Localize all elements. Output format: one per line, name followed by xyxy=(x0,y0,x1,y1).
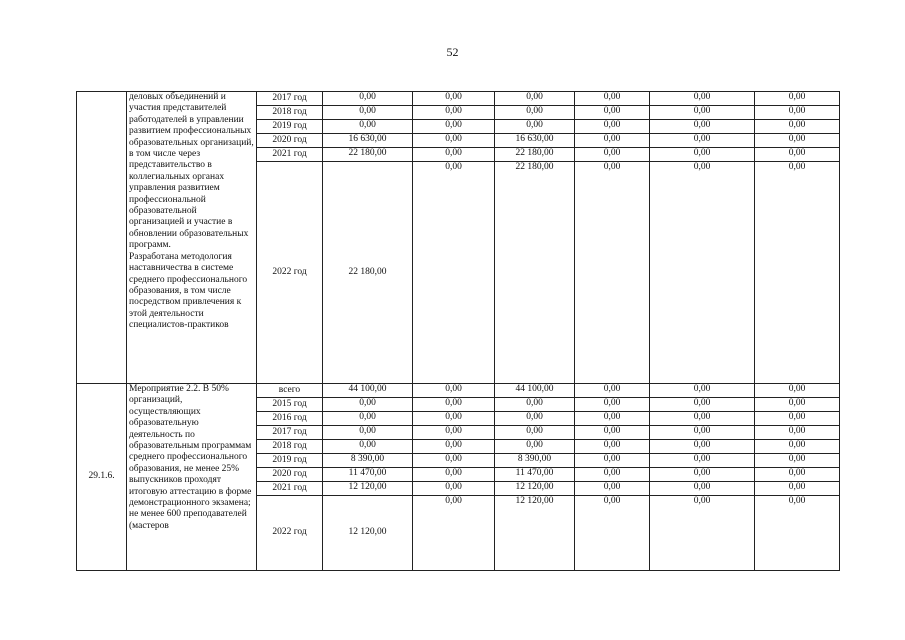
value-cell: 0,00 xyxy=(413,482,495,496)
value-cell: 0,00 xyxy=(575,496,650,571)
value-cell: 0,00 xyxy=(575,454,650,468)
value-cell: 0,00 xyxy=(650,412,755,426)
value-cell: 0,00 xyxy=(755,496,840,571)
value-cell: 0,00 xyxy=(413,384,495,398)
value-cell: 0,00 xyxy=(575,384,650,398)
value-cell: 0,00 xyxy=(413,106,495,120)
value-cell: 22 180,00 xyxy=(495,148,575,162)
value-cell: 0,00 xyxy=(575,148,650,162)
value-cell: 0,00 xyxy=(650,106,755,120)
value-cell: 0,00 xyxy=(495,398,575,412)
value-cell: 0,00 xyxy=(755,454,840,468)
value-cell: 0,00 xyxy=(575,134,650,148)
value-cell: 16 630,00 xyxy=(495,134,575,148)
total-cell: 0,00 xyxy=(323,120,413,134)
value-cell: 12 120,00 xyxy=(495,496,575,571)
year-cell: 2019 год xyxy=(257,454,323,468)
value-cell: 0,00 xyxy=(575,398,650,412)
value-cell: 0,00 xyxy=(413,426,495,440)
description-cell: Мероприятие 2.2. В 50% организаций, осуществляющих образовательную деятельность по образовательным программам среднего профессионального образования, не менее 25% выпускников проходят итоговую аттестацию в форме демонстрационного экзамена; не менее 600 преподавателей (мастеров xyxy=(127,384,257,571)
page-number: 52 xyxy=(446,45,459,59)
value-cell: 0,00 xyxy=(413,148,495,162)
value-cell: 0,00 xyxy=(755,440,840,454)
value-cell: 0,00 xyxy=(413,120,495,134)
value-cell: 0,00 xyxy=(755,384,840,398)
total-cell: 0,00 xyxy=(323,92,413,106)
value-cell: 0,00 xyxy=(495,120,575,134)
value-cell: 12 120,00 xyxy=(495,482,575,496)
value-cell: 0,00 xyxy=(575,440,650,454)
year-cell: 2017 год xyxy=(257,426,323,440)
value-cell: 0,00 xyxy=(650,162,755,384)
value-cell: 0,00 xyxy=(650,496,755,571)
value-cell: 0,00 xyxy=(755,426,840,440)
value-cell: 0,00 xyxy=(755,412,840,426)
year-cell: 2018 год xyxy=(257,106,323,120)
value-cell: 0,00 xyxy=(755,162,840,384)
value-cell: 22 180,00 xyxy=(495,162,575,384)
value-cell: 0,00 xyxy=(575,120,650,134)
value-cell: 0,00 xyxy=(495,440,575,454)
budget-table xyxy=(76,91,840,571)
value-cell: 0,00 xyxy=(575,106,650,120)
value-cell: 8 390,00 xyxy=(495,454,575,468)
value-cell: 0,00 xyxy=(650,384,755,398)
value-cell: 0,00 xyxy=(650,426,755,440)
value-cell: 0,00 xyxy=(650,148,755,162)
value-cell: 0,00 xyxy=(650,398,755,412)
year-cell: 2020 год xyxy=(257,468,323,482)
value-cell: 0,00 xyxy=(495,92,575,106)
year-cell: всего xyxy=(257,384,323,398)
value-cell: 0,00 xyxy=(650,92,755,106)
value-cell: 0,00 xyxy=(650,454,755,468)
value-cell: 0,00 xyxy=(650,482,755,496)
value-cell: 0,00 xyxy=(495,106,575,120)
year-cell: 2017 год xyxy=(257,92,323,106)
value-cell: 0,00 xyxy=(413,162,495,384)
value-cell: 0,00 xyxy=(413,92,495,106)
total-cell: 44 100,00 xyxy=(323,384,413,398)
total-cell: 12 120,00 xyxy=(323,496,413,571)
value-cell: 44 100,00 xyxy=(495,384,575,398)
value-cell: 0,00 xyxy=(755,468,840,482)
year-cell: 2022 год xyxy=(257,162,323,384)
total-cell: 0,00 xyxy=(323,440,413,454)
year-cell: 2018 год xyxy=(257,440,323,454)
year-cell: 2020 год xyxy=(257,134,323,148)
value-cell: 0,00 xyxy=(575,468,650,482)
item-number-cell: 29.1.6. xyxy=(77,384,127,571)
value-cell: 0,00 xyxy=(413,134,495,148)
value-cell: 0,00 xyxy=(413,496,495,571)
value-cell: 0,00 xyxy=(755,92,840,106)
total-cell: 22 180,00 xyxy=(323,162,413,384)
value-cell: 0,00 xyxy=(755,398,840,412)
total-cell: 0,00 xyxy=(323,412,413,426)
total-cell: 12 120,00 xyxy=(323,482,413,496)
value-cell: 0,00 xyxy=(650,134,755,148)
total-cell: 16 630,00 xyxy=(323,134,413,148)
value-cell: 0,00 xyxy=(755,482,840,496)
value-cell: 0,00 xyxy=(495,412,575,426)
total-cell: 11 470,00 xyxy=(323,468,413,482)
value-cell: 0,00 xyxy=(650,468,755,482)
value-cell: 0,00 xyxy=(413,454,495,468)
value-cell: 0,00 xyxy=(495,426,575,440)
item-number-cell xyxy=(77,92,127,384)
value-cell: 0,00 xyxy=(413,412,495,426)
total-cell: 22 180,00 xyxy=(323,148,413,162)
year-cell: 2016 год xyxy=(257,412,323,426)
value-cell: 0,00 xyxy=(755,148,840,162)
total-cell: 0,00 xyxy=(323,426,413,440)
value-cell: 0,00 xyxy=(575,92,650,106)
table-row xyxy=(77,92,840,106)
year-cell: 2021 год xyxy=(257,148,323,162)
total-cell: 0,00 xyxy=(323,398,413,412)
description-cell: деловых объединений и участия представителей работодателей в управлении развитием профессиональных образовательных организаций, в том числе через представительство в коллегиальных органах управления развитием профессиональной образовательной организацией и участие в обновлении образовательных программ. Разработана методология наставничества в системе среднего профессионального образования, в том числе посредством привлечения к этой деятельности специалистов-практиков xyxy=(127,92,257,384)
year-cell: 2021 год xyxy=(257,482,323,496)
value-cell: 0,00 xyxy=(755,106,840,120)
year-cell: 2022 год xyxy=(257,496,323,571)
table-row xyxy=(77,384,840,398)
value-cell: 0,00 xyxy=(575,412,650,426)
value-cell: 0,00 xyxy=(413,398,495,412)
value-cell: 0,00 xyxy=(755,134,840,148)
value-cell: 0,00 xyxy=(413,440,495,454)
year-cell: 2015 год xyxy=(257,398,323,412)
value-cell: 0,00 xyxy=(413,468,495,482)
value-cell: 0,00 xyxy=(650,440,755,454)
total-cell: 0,00 xyxy=(323,106,413,120)
year-cell: 2019 год xyxy=(257,120,323,134)
value-cell: 0,00 xyxy=(575,162,650,384)
value-cell: 0,00 xyxy=(575,482,650,496)
total-cell: 8 390,00 xyxy=(323,454,413,468)
value-cell: 0,00 xyxy=(575,426,650,440)
value-cell: 0,00 xyxy=(755,120,840,134)
value-cell: 11 470,00 xyxy=(495,468,575,482)
value-cell: 0,00 xyxy=(650,120,755,134)
